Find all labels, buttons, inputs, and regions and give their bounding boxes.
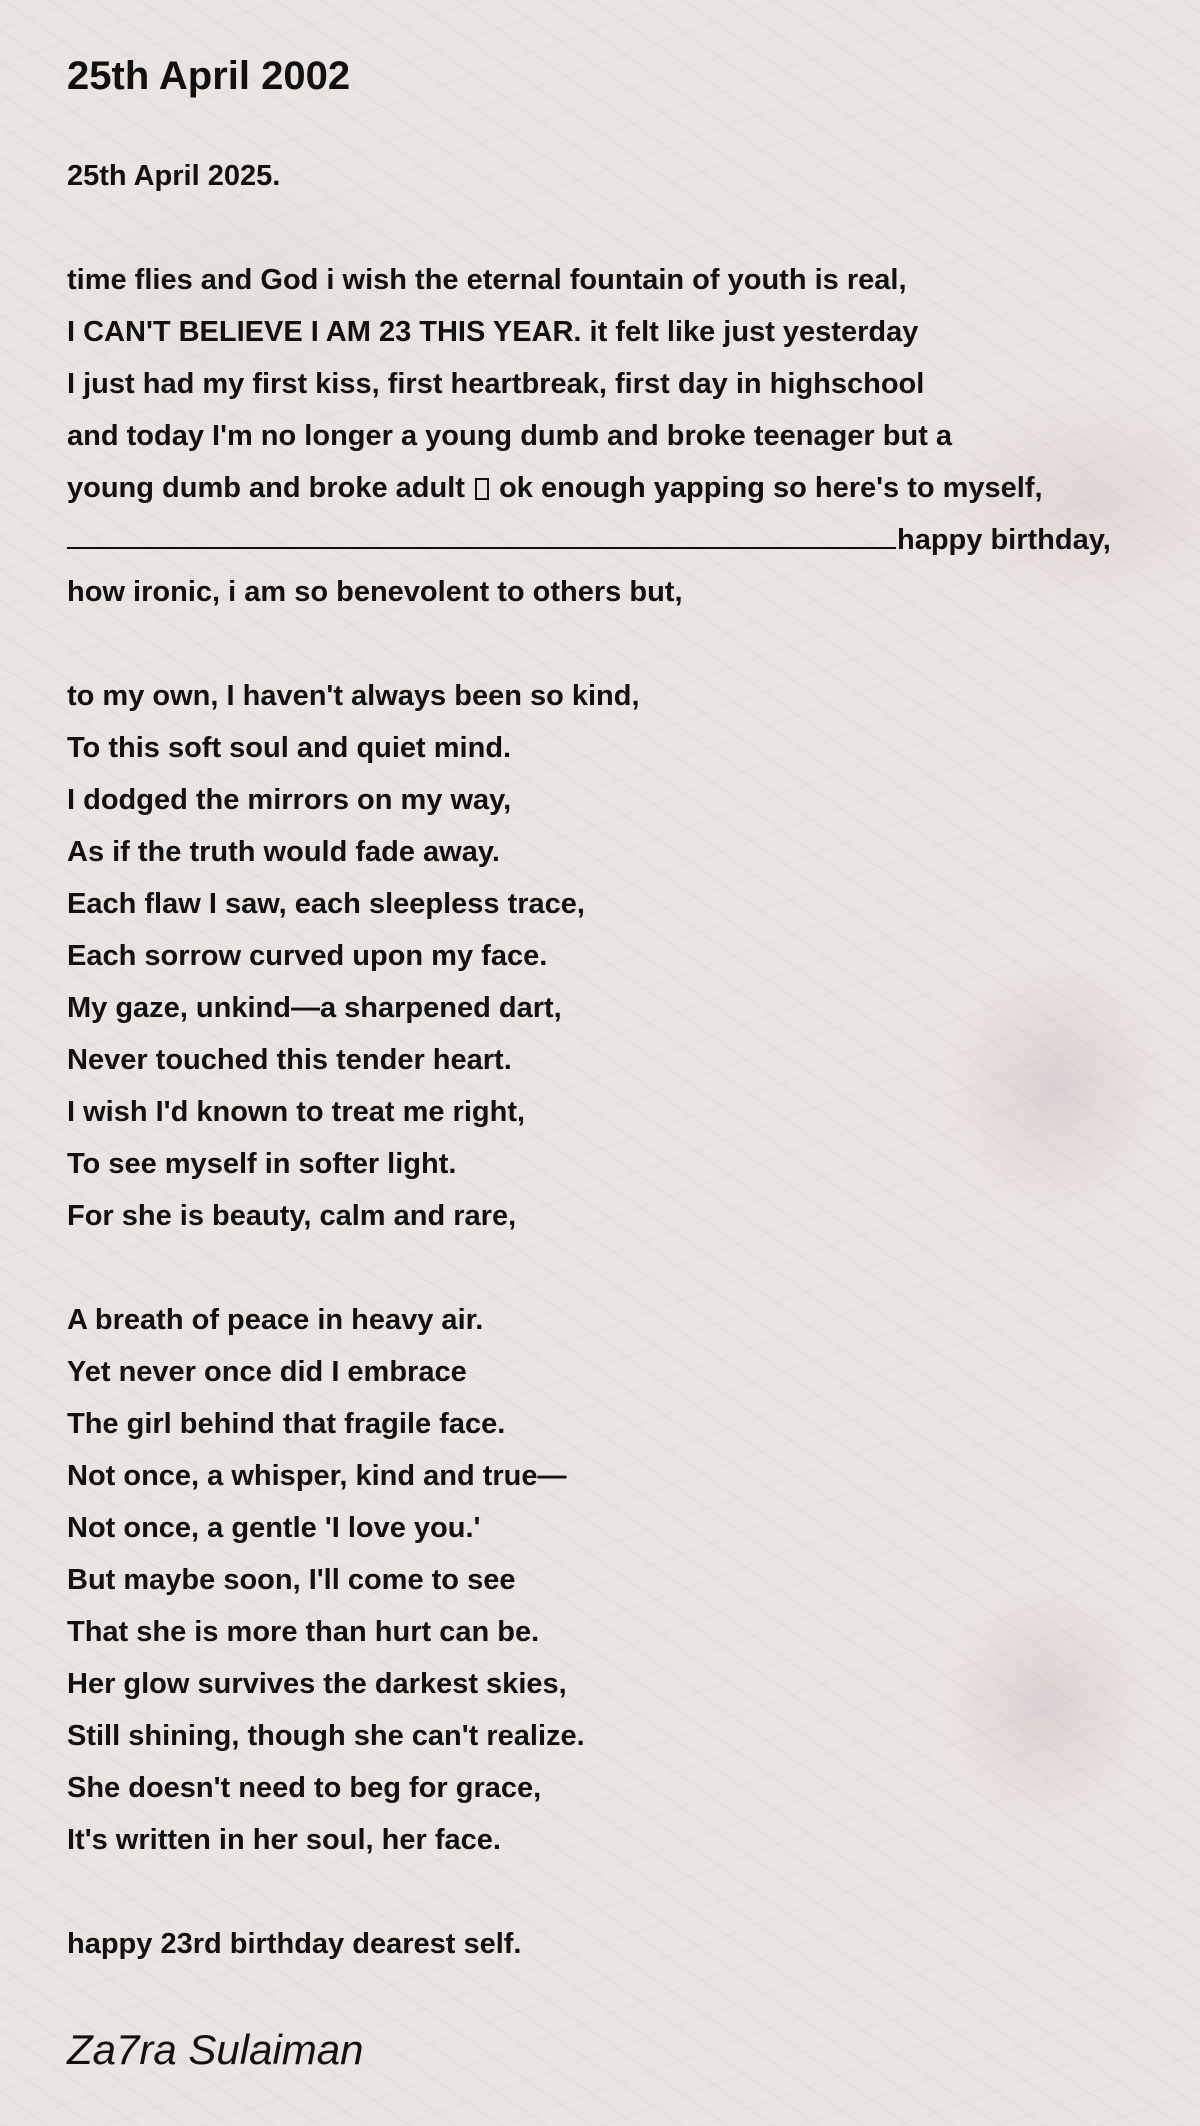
poem-line: I just had my first kiss, first heartbreak, first day in highschool	[67, 368, 925, 400]
poem-line: Not once, a gentle 'I love you.'	[67, 1512, 481, 1544]
stanza	[67, 150, 1187, 202]
line-segment: young dumb and broke adult	[67, 472, 465, 504]
poem-line: to my own, I haven't always been so kind,	[67, 680, 640, 712]
stanza	[67, 1918, 1187, 1970]
stanza	[67, 670, 1187, 1242]
poem-line: Her glow survives the darkest skies,	[67, 1668, 567, 1700]
poem-line: I CAN'T BELIEVE I AM 23 THIS YEAR. it felt like just yesterday	[67, 316, 919, 348]
stanza	[67, 1294, 1187, 1866]
poem-line	[67, 514, 1187, 566]
poem-line: To see myself in softer light.	[67, 1148, 457, 1180]
poem-line: For she is beauty, calm and rare,	[67, 1200, 517, 1232]
poem-line: happy 23rd birthday dearest self.	[67, 1928, 522, 1960]
poem-line: To this soft soul and quiet mind.	[67, 732, 512, 764]
missing-glyph-icon	[475, 478, 489, 500]
poem-title: 25th April 2002	[67, 54, 351, 98]
poem-author: Za7ra Sulaiman	[67, 2026, 364, 2073]
poem-line	[67, 462, 1187, 514]
poem-line: It's written in her soul, her face.	[67, 1824, 501, 1856]
blank-underline	[67, 547, 896, 549]
line-segment: happy birthday,	[897, 524, 1111, 556]
poem-line: Each flaw I saw, each sleepless trace,	[67, 888, 585, 920]
poem-line: As if the truth would fade away.	[67, 836, 500, 868]
poem-line: She doesn't need to beg for grace,	[67, 1772, 542, 1804]
poem-line: and today I'm no longer a young dumb and broke teenager but a	[67, 420, 953, 452]
poem-line: Yet never once did I embrace	[67, 1356, 467, 1388]
poem-line: But maybe soon, I'll come to see	[67, 1564, 516, 1596]
poem-body	[67, 150, 1187, 2022]
poem-line: The girl behind that fragile face.	[67, 1408, 506, 1440]
poem-line: I wish I'd known to treat me right,	[67, 1096, 526, 1128]
poem-line: Not once, a whisper, kind and true—	[67, 1460, 567, 1492]
poem-line: Still shining, though she can't realize.	[67, 1720, 585, 1752]
poem-line: how ironic, i am so benevolent to others but,	[67, 576, 683, 608]
poem-line: I dodged the mirrors on my way,	[67, 784, 512, 816]
poem-line: time flies and God i wish the eternal fountain of youth is real,	[67, 264, 907, 296]
poem-line: 25th April 2025.	[67, 160, 281, 192]
poem-line: Each sorrow curved upon my face.	[67, 940, 548, 972]
stanza	[67, 254, 1187, 618]
poem-line: Never touched this tender heart.	[67, 1044, 512, 1076]
poem-line: A breath of peace in heavy air.	[67, 1304, 484, 1336]
poem-line: That she is more than hurt can be.	[67, 1616, 540, 1648]
line-segment: ok enough yapping so here's to myself,	[499, 472, 1043, 504]
poem-line: My gaze, unkind—a sharpened dart,	[67, 992, 562, 1024]
